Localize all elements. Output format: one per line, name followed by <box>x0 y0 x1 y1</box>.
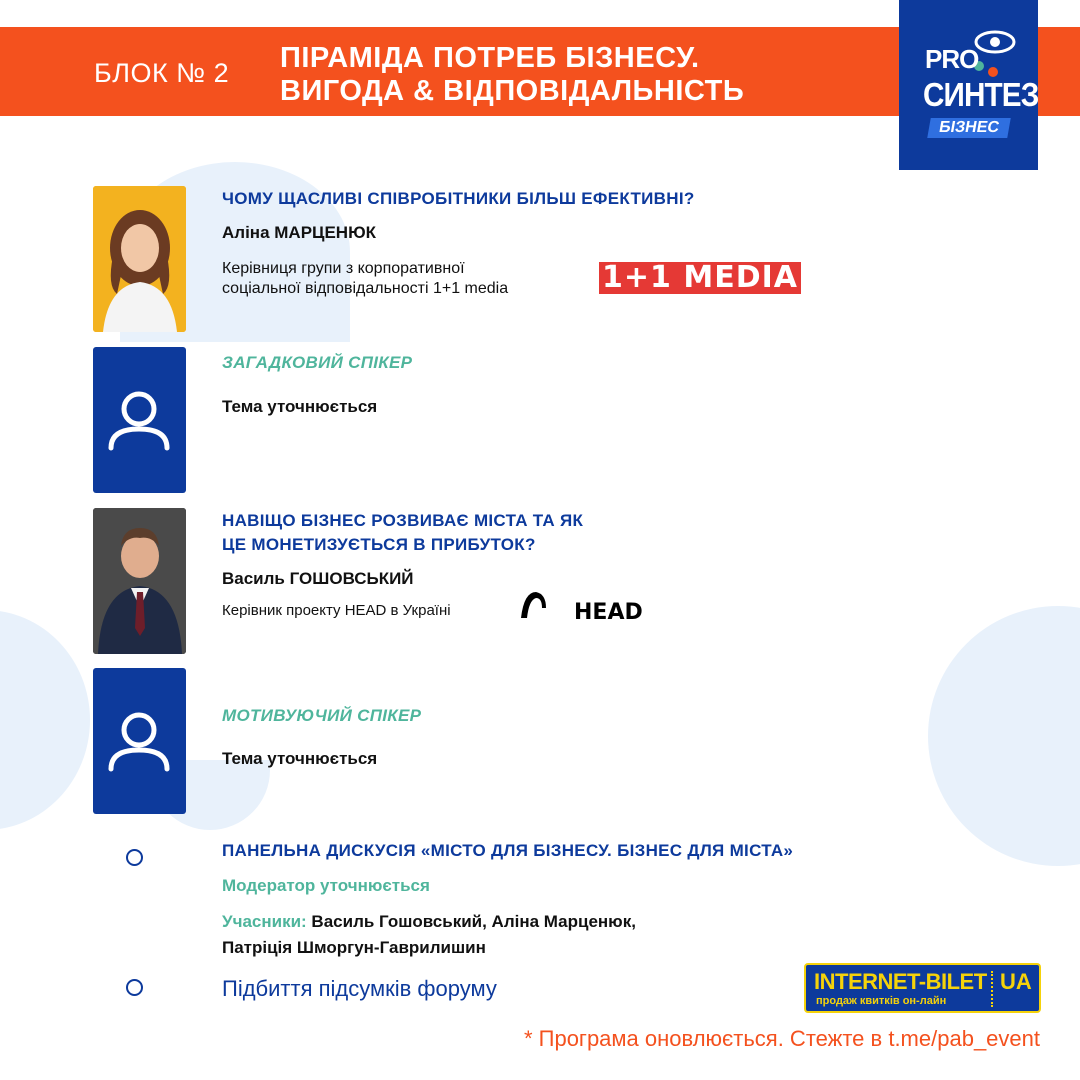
internet-bilet-logo[interactable] <box>804 963 1041 1013</box>
speaker3-topic-line2: ЦЕ МОНЕТИЗУЄТЬСЯ В ПРИБУТОК? <box>222 535 536 554</box>
speaker3-last-name: ГОШОВСЬКИЙ <box>289 569 414 588</box>
speaker-photo-hoshovskyi <box>93 508 186 654</box>
speaker1-last-name: МАРЦЕНЮК <box>274 223 376 242</box>
speaker3-role: Керівник проекту HEAD в Україні <box>222 602 451 619</box>
speaker3-name <box>222 569 414 589</box>
speaker4-topic: МОТИВУЮЧИЙ СПІКЕР <box>222 706 422 725</box>
speaker3-first-name: Василь <box>222 569 285 588</box>
user-icon <box>93 668 186 814</box>
speaker-placeholder-motivational <box>93 668 186 814</box>
speaker2-subject: Тема уточнюється <box>222 397 378 416</box>
agenda-bullet-summary <box>126 979 143 996</box>
portrait-woman <box>93 186 186 332</box>
portrait-man <box>93 508 186 654</box>
user-icon <box>93 347 186 493</box>
head-logo-text: HEAD <box>574 600 643 624</box>
speaker1-role-line1: Керівниця групи з корпоративної <box>222 260 465 277</box>
speaker-placeholder-mystery <box>93 347 186 493</box>
speaker2-topic: ЗАГАДКОВИЙ СПІКЕР <box>222 353 413 372</box>
speaker3-topic <box>222 509 583 557</box>
panel-participants <box>222 909 636 961</box>
block-title-line1: ПІРАМІДА ПОТРЕБ БІЗНЕСУ. <box>280 42 700 74</box>
block-title <box>280 42 744 108</box>
bg-shape-left <box>0 610 90 830</box>
speaker1-first-name: Аліна <box>222 223 270 242</box>
speaker1-name <box>222 223 376 243</box>
bg-shape-right <box>928 606 1080 866</box>
participants-line2: Патріція Шморгун-Гаврилишин <box>222 938 486 957</box>
speaker1-topic: ЧОМУ ЩАСЛИВІ СПІВРОБІТНИКИ БІЛЬШ ЕФЕКТИВНІ? <box>222 189 695 208</box>
logo-sintez-text: СИНТЕЗ <box>923 76 1039 113</box>
block-label: БЛОК № 2 <box>94 58 230 88</box>
speaker3-topic-line1: НАВІЩО БІЗНЕС РОЗВИВАЄ МІСТА ТА ЯК <box>222 511 584 530</box>
participants-label: Учасники: <box>222 912 307 931</box>
logo-biznes-badge: БІЗНЕС <box>927 118 1011 138</box>
forum-summary: Підбиття підсумків форуму <box>222 976 497 1001</box>
logo-pro-text: PRO <box>925 44 979 74</box>
media-company-logo: 1+1 MEDIA <box>599 262 801 294</box>
participants-names1: Василь Гошовський, Аліна Марценюк, <box>306 912 636 931</box>
head-logo-icon <box>518 588 698 624</box>
agenda-bullet-panel <box>126 849 143 866</box>
speaker-photo-martseniuk <box>93 186 186 332</box>
ticket-separator <box>991 971 995 1007</box>
prosintez-logo <box>899 0 1038 170</box>
panel-title: ПАНЕЛЬНА ДИСКУСІЯ «МІСТО ДЛЯ БІЗНЕСУ. БІЗНЕС ДЛЯ МІСТА» <box>222 841 794 860</box>
footer-note[interactable]: * Програма оновлюється. Стежте в t.me/pab_event <box>523 1026 1040 1051</box>
ticket-main-text: INTERNET-BILET <box>814 969 987 994</box>
ticket-ua-text: UA <box>1000 969 1032 994</box>
block-title-line2: ВИГОДА & ВІДПОВІДАЛЬНІСТЬ <box>280 75 745 107</box>
speaker4-subject: Тема уточнюється <box>222 749 378 768</box>
speaker1-role-line2: соціальної відповідальності 1+1 media <box>222 280 509 297</box>
speaker1-role <box>222 259 508 299</box>
ticket-sub-text: продаж квитків он-лайн <box>816 995 947 1007</box>
participants-line1 <box>222 909 636 935</box>
panel-moderator: Модератор уточнюється <box>222 876 430 895</box>
head-company-logo <box>518 588 698 629</box>
